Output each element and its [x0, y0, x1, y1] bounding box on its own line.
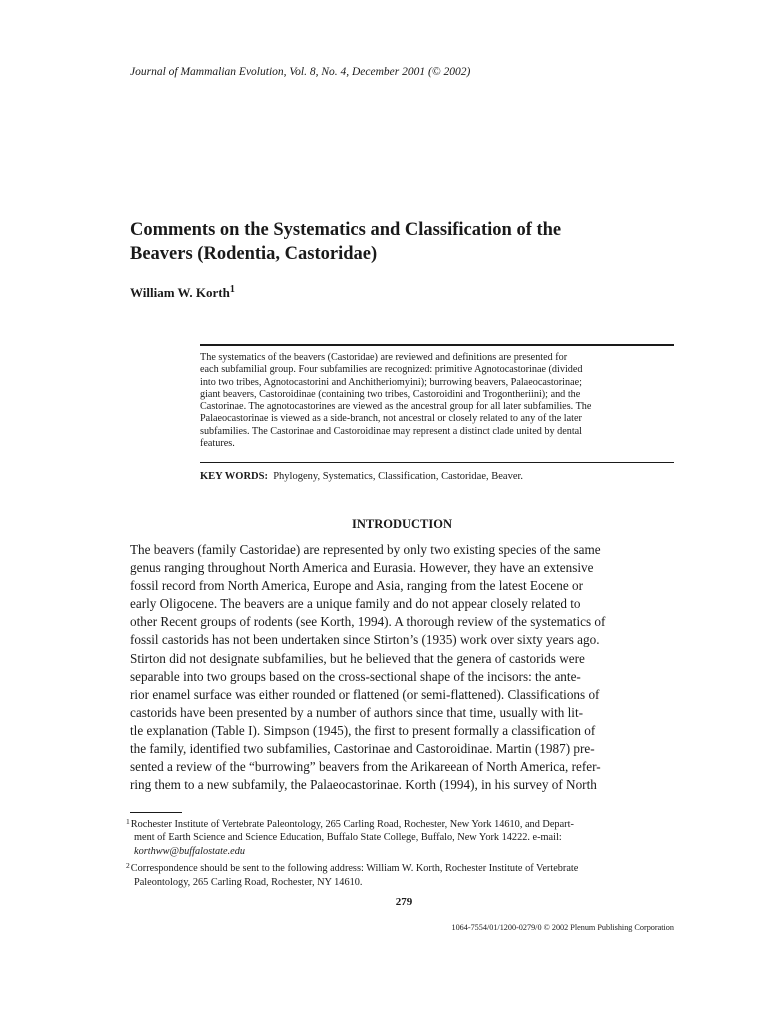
body-line: genus ranging throughout North America and Eurasia. However, they have an extensive — [130, 560, 594, 576]
title-line: Beavers (Rodentia, Castoridae) — [130, 244, 378, 264]
abstract-top-rule — [200, 344, 674, 346]
footnote-mark: 2 — [126, 861, 130, 871]
abstract-line: features. — [200, 438, 235, 450]
body-line: sented a review of the “burrowing” beavers from the Arikareean of North America, refer- — [130, 759, 601, 775]
footnote-1 — [126, 815, 676, 858]
abstract-line: Castorinae. The agnotocastorines are viewed as the ancestral group for all later subfamilies. The — [200, 401, 592, 413]
footnote-rule — [130, 812, 182, 813]
body-line: ring them to a new subfamily, the Palaeocastorinae. Korth (1994), in his survey of North — [130, 777, 597, 793]
author-text: William W. Korth — [130, 285, 230, 300]
footnote-text: Rochester Institute of Vertebrate Paleontology, 265 Carling Road, Rochester, New York 14610, and Depart- — [130, 819, 574, 830]
title-line: Comments on the Systematics and Classification of the — [130, 220, 562, 240]
abstract-line: subfamilies. The Castorinae and Castoroidinae may represent a distinct clade united by dental — [200, 425, 583, 437]
author-footnote-mark: 1 — [229, 284, 235, 295]
copyright-line: 1064-7554/01/1200-0279/0 © 2002 Plenum Publishing Corporation — [451, 923, 674, 932]
keywords-label: KEY WORDS: — [200, 471, 268, 482]
abstract-line: each subfamilial group. Four subfamilies are recognized: primitive Agnotocastorinae (divided — [200, 364, 583, 376]
footnote-line — [126, 859, 676, 875]
footnote-2 — [126, 859, 676, 889]
keywords-list: Phylogeny, Systematics, Classification, Castoridae, Beaver. — [273, 471, 524, 482]
body-line: rior enamel surface was either rounded or flattened (or semi-flattened). Classifications of — [130, 686, 600, 702]
footnotes — [126, 815, 676, 890]
page-number: 279 — [395, 896, 413, 908]
body-line: The beavers (family Castoridae) are represented by only two existing species of the same — [130, 542, 601, 557]
keywords — [200, 471, 523, 482]
abstract-line: Palaeocastorinae is viewed as a side-branch, not ancestral or closely related to any of the later — [200, 413, 582, 425]
journal-citation: Journal of Mammalian Evolution, Vol. 8, No. 4, December 2001 (© 2002) — [130, 66, 471, 78]
abstract-line: giant beavers, Castoroidinae (containing two tribes, Castoroidini and Trogontheriini); and the — [200, 388, 581, 400]
abstract — [200, 352, 674, 450]
body-line: Stirton did not designate subfamilies, but he believed that the genera of castorids were — [130, 650, 585, 666]
body-line: castorids have been presented by a number of authors since that time, usually with lit- — [130, 704, 584, 720]
section-heading-introduction: INTRODUCTION — [351, 517, 452, 531]
author-email-link[interactable]: korthww@buffalostate.edu — [134, 845, 246, 857]
body-line: early Oligocene. The beavers are a unique family and do not appear closely related to — [130, 596, 581, 612]
body-line: tle explanation (Table I). Simpson (1945), the first to present formally a classification of — [130, 722, 596, 738]
body-line: fossil record from North America, Europe and Asia, ranging from the latest Eocene or — [130, 578, 583, 594]
abstract-line: into two tribes, Agnotocastorini and Anchitheriomyini); burrowing beavers, Palaeocastorinae; — [200, 376, 582, 388]
body-line: the family, identified two subfamilies, Castorinae and Castoroidinae. Martin (1987) pre- — [130, 741, 595, 757]
introduction-body — [130, 541, 674, 794]
abstract-line: The systematics of the beavers (Castoridae) are reviewed and definitions are presented for — [200, 352, 568, 363]
body-line: fossil castorids has not been undertaken since Stirton’s (1935) work over sixty years ago. — [130, 632, 600, 648]
body-line: separable into two groups based on the cross-sectional shape of the incisors: the ante- — [130, 668, 581, 684]
abstract-bottom-rule — [200, 462, 674, 463]
footnote-text: Correspondence should be sent to the following address: William W. Korth, Rochester Institute of Vertebrate — [130, 863, 579, 875]
footnote-line: Paleontology, 265 Carling Road, Rochester, NY 14610. — [134, 876, 363, 888]
article-title — [130, 218, 690, 266]
footnote-line: ment of Earth Science and Science Education, Buffalo State College, Buffalo, New York 14222. e-mail: — [134, 832, 562, 844]
footnote-mark: 1 — [126, 817, 130, 826]
body-line: other Recent groups of rodents (see Korth, 1994). A thorough review of the systematics of — [130, 614, 606, 630]
author-name — [130, 284, 235, 301]
footnote-line — [126, 845, 676, 858]
footnote-line — [126, 815, 676, 831]
